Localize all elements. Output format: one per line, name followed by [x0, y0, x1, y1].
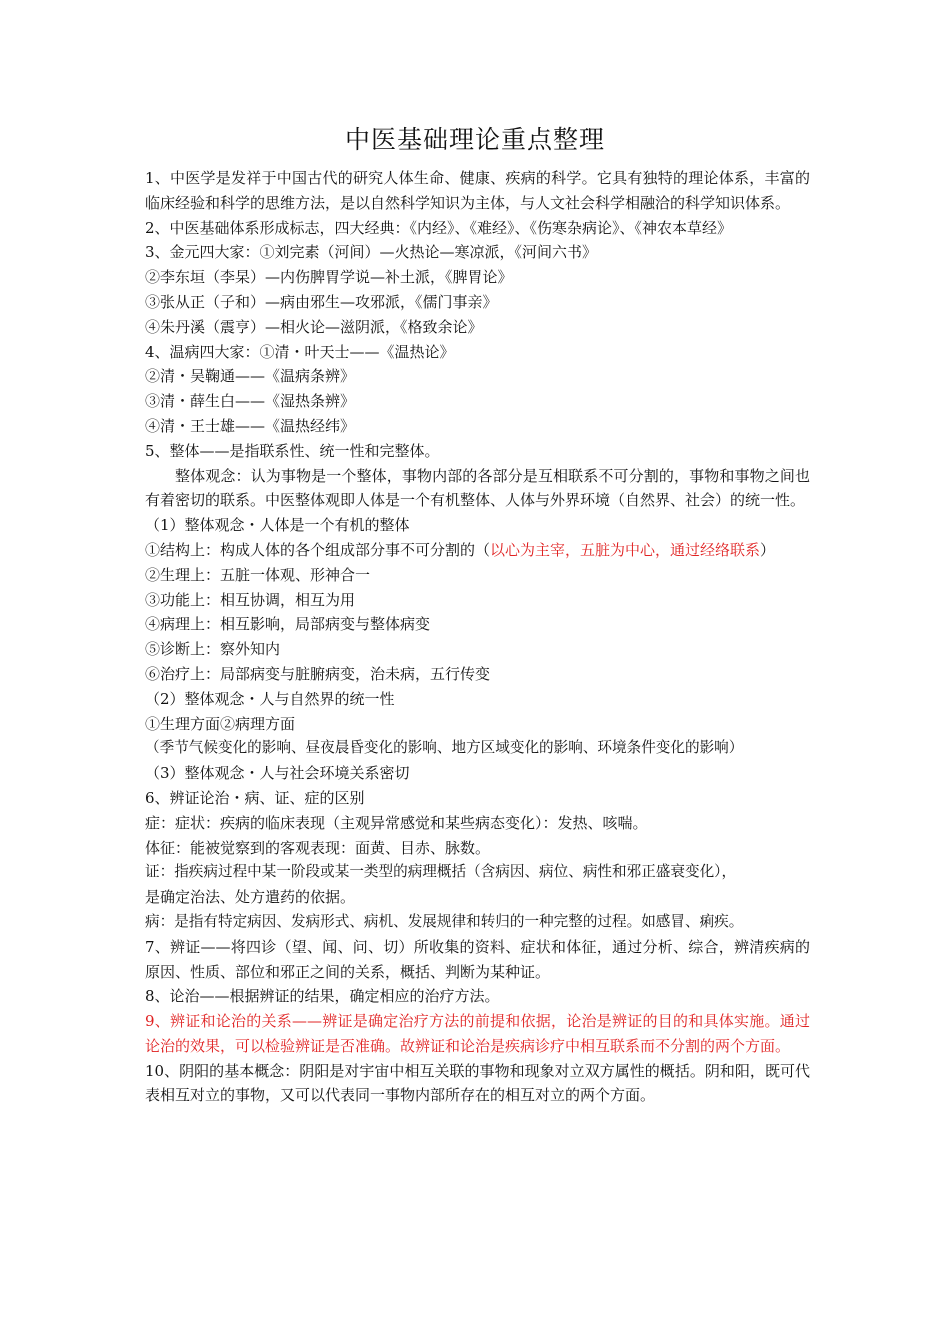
- paragraph-5-body: 整体观念：认为事物是一个整体，事物内部的各部分是互相联系不可分割的，事物和事物之间也有着密切的联系。中医整体观即人体是一个有机整体、人体与外界环境（自然界、社会）的统一性。: [145, 466, 810, 510]
- paragraph-2: 2、中医基础体系形成标志，四大经典：《内经》、《难经》、《伤寒杂病论》、《神农本草经》: [145, 218, 733, 237]
- paragraph-10: 10、阴阳的基本概念：阴阳是对宇宙中相互关联的事物和现象对立双方属性的概括。阴和阳，既可代表相互对立的事物，又可以代表同一事物内部所存在的相互对立的两个方面。: [145, 1061, 810, 1105]
- section-1-heading: （1）整体观念・人体是一个有机的整体: [145, 516, 410, 535]
- document-body: [145, 166, 810, 1108]
- paragraph-1: 1、中医学是发祥于中国古代的研究人体生命、健康、疾病的科学。它具有独特的理论体系，丰富的临床经验和科学的思维方法，是以自然科学知识为主体，与人文社会科学相融洽的科学知识体系。: [145, 169, 810, 212]
- paragraph-6: 6、辨证论治・病、证、症的区别: [145, 788, 365, 807]
- item-text: ①结构上：构成人体的各个组成部分事不可分割的（: [145, 540, 491, 559]
- paragraph-4: 4、温病四大家：①清・叶天士——《温热论》: [145, 342, 455, 361]
- list-item: ③张从正（子和）—病由邪生—攻邪派，《儒门事亲》: [145, 292, 498, 311]
- page-title: 中医基础理论重点整理: [344, 125, 605, 154]
- list-item: ⑥治疗上：局部病变与脏腑病变，治未病，五行传变: [145, 664, 491, 683]
- list-item: ④清・王士雄——《温热经纬》: [145, 416, 356, 435]
- list-item: ②生理上：五脏一体观、形神合一: [145, 565, 371, 584]
- highlight-text: 以心为主宰，五脏为中心，通过经络联系: [490, 540, 761, 559]
- symptom-line: 症：症状：疾病的临床表现（主观异常感觉和某些病态变化）：发热、咳喘。: [145, 813, 648, 832]
- list-item: ②李东垣（李杲）—内伤脾胃学说—补土派，《脾胃论》: [145, 268, 513, 287]
- list-item: ②清・吴鞠通——《温病条辨》: [145, 367, 356, 386]
- section-2-heading: （2）整体观念・人与自然界的统一性: [145, 689, 395, 708]
- syndrome-line: 证：指疾病过程中某一阶段或某一类型的病理概括（含病因、病位、病性和邪正盛衰变化），: [145, 863, 737, 881]
- paragraph-7: 7、辨证——将四诊（望、闻、问、切）所收集的资料、症状和体征，通过分析、综合，辨清疾病的原因、性质、部位和邪正之间的关系，概括、判断为某种证。: [145, 937, 810, 981]
- list-item: ③清・薛生白——《湿热条辨》: [145, 392, 356, 411]
- section-3-heading: （3）整体观念・人与社会环境关系密切: [145, 764, 410, 783]
- section-1-item-1: [145, 538, 810, 563]
- syndrome-line-cont: 是确定治法、处方遣药的依据。: [145, 888, 356, 907]
- section-2-item-2: （季节气候变化的影响、昼夜晨昏变化的影响、地方区域变化的影响、环境条件变化的影响）: [145, 739, 744, 757]
- disease-line: 病：是指有特定病因、发病形式、病机、发展规律和转归的一种完整的过程。如感冒、痢疾。: [145, 912, 744, 930]
- paragraph-9: 9、辨证和论治的关系——辨证是确定治疗方法的前提和依据，论治是辨证的目的和具体实施。通过论治的效果，可以检验辨证是否准确。故辨证和论治是疾病诊疗中相互联系而不分割的两个方面。: [145, 1012, 810, 1055]
- list-item: ③功能上：相互协调，相互为用: [145, 590, 356, 609]
- list-item: ④朱丹溪（震亨）—相火论—滋阴派，《格致余论》: [145, 317, 483, 336]
- list-item: ⑤诊断上：察外知内: [145, 640, 281, 659]
- sign-line: 体征：能被觉察到的客观表现：面黄、目赤、脉数。: [145, 838, 491, 857]
- paragraph-3: 3、金元四大家：①刘完素（河间）—火热论—寒凉派，《河间六书》: [145, 243, 598, 262]
- paragraph-5: 5、整体——是指联系性、统一性和完整体。: [145, 441, 440, 460]
- list-item: ④病理上：相互影响，局部病变与整体病变: [145, 615, 431, 634]
- paragraph-8: 8、论治——根据辨证的结果，确定相应的治疗方法。: [145, 987, 500, 1006]
- item-text: ）: [760, 540, 776, 559]
- section-2-item-1: ①生理方面②病理方面: [145, 714, 296, 733]
